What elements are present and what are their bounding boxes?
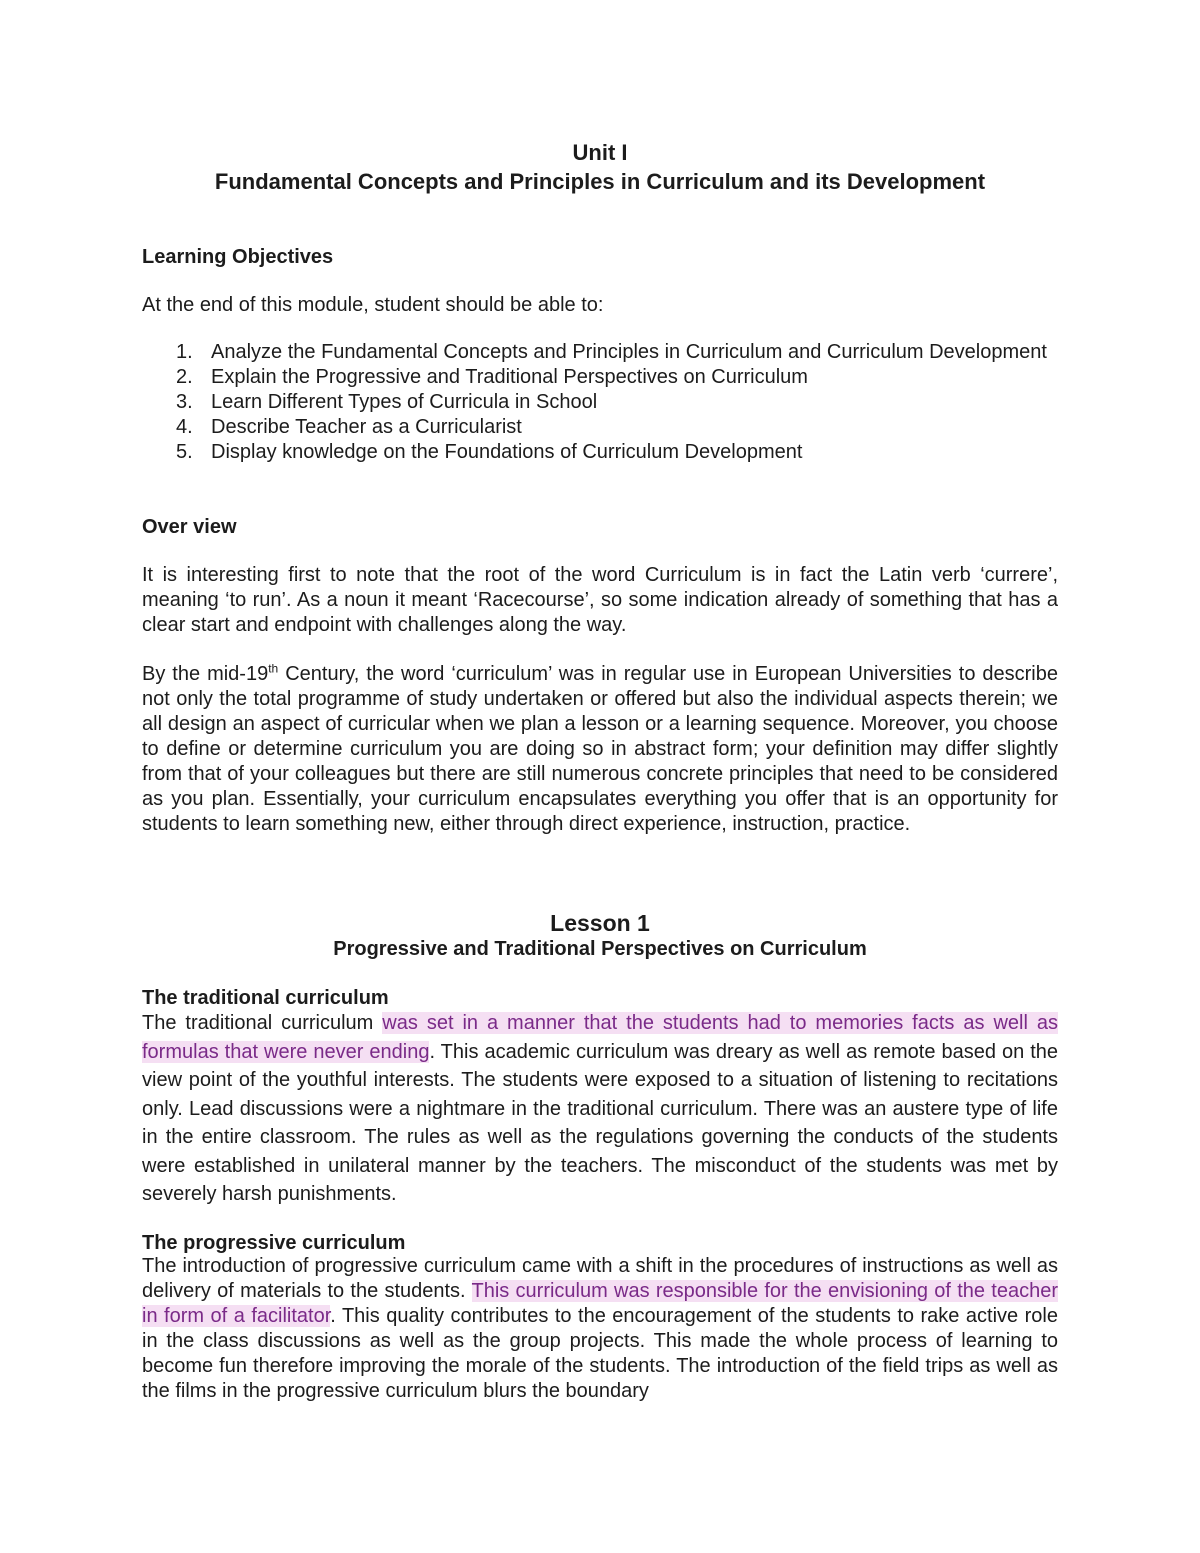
list-item bbox=[142, 415, 1058, 440]
list-text: Learn Different Types of Curricula in School bbox=[211, 391, 598, 413]
unit-title: Unit I bbox=[572, 140, 628, 165]
list-item bbox=[142, 365, 1058, 390]
lesson-title: Lesson 1 bbox=[550, 910, 650, 936]
list-text: Describe Teacher as a Curricularist bbox=[211, 416, 522, 438]
objectives-list bbox=[142, 340, 1058, 465]
list-item bbox=[142, 340, 1058, 365]
highlighted-text: This curriculum was responsible for the envisioning of the teacher in form of a facilitator bbox=[142, 1280, 1058, 1327]
highlighted-text: was set in a manner that the students had to memories facts as well as formulas that were never ending bbox=[142, 1012, 1058, 1063]
list-number: 4. bbox=[176, 416, 193, 438]
overview-heading: Over view bbox=[142, 516, 237, 538]
lesson-subtitle: Progressive and Traditional Perspectives on Curriculum bbox=[333, 938, 867, 960]
list-text: Display knowledge on the Foundations of Curriculum Development bbox=[211, 441, 803, 463]
unit-subtitle: Fundamental Concepts and Principles in Curriculum and its Development bbox=[214, 169, 986, 194]
list-number: 2. bbox=[176, 366, 193, 388]
progressive-curriculum-paragraph: The introduction of progressive curriculum came with a shift in the procedures of instructions as well as delivery of materials to the students. This curriculum was responsible for the envisioning of the teacher in form of a facilitator. This quality contributes to the encouragement of the students to rake active role in the class discussions as well as the group projects. This made the whole process of learning to become fun therefore improving the morale of the students. The introduction of the field trips as well as the films in the progressive curriculum blurs the boundary bbox=[142, 1255, 1058, 1402]
list-number: 3. bbox=[176, 391, 193, 413]
list-number: 5. bbox=[176, 441, 193, 463]
list-text: Explain the Progressive and Traditional Perspectives on Curriculum bbox=[211, 366, 808, 388]
list-item bbox=[142, 440, 1058, 465]
progressive-curriculum-heading: The progressive curriculum bbox=[142, 1232, 406, 1254]
overview-paragraph-2: By the mid-19th Century, the word ‘curriculum’ was in regular use in European Universities to describe not only the total programme of study undertaken or offered but also the individual aspects therein; we all design an aspect of curricular when we plan a lesson or a learning sequence. Moreover, you choose to define or determine curriculum you are doing so in abstract form; your definition may differ slightly from that of your colleagues but there are still numerous concrete principles that need to be considered as you plan. Essentially, your curriculum encapsulates everything you offer that is an opportunity for students to learn something new, either through direct experience, instruction, practice. bbox=[142, 661, 1059, 835]
list-number: 1. bbox=[176, 341, 193, 363]
learning-objectives-heading: Learning Objectives bbox=[142, 246, 334, 268]
list-item bbox=[142, 390, 1058, 415]
objectives-intro: At the end of this module, student should be able to: bbox=[142, 294, 604, 316]
list-text: Analyze the Fundamental Concepts and Principles in Curriculum and Curriculum Development bbox=[211, 341, 1047, 363]
traditional-curriculum-paragraph: The traditional curriculum was set in a manner that the students had to memories facts as well as formulas that were never ending. This academic curriculum was dreary as well as remote based on the view point of the youthful interests. The students were exposed to a situation of listening to recitations only. Lead discussions were a nightmare in the traditional curriculum. There was an austere type of life in the entire classroom. The rules as well as the regulations governing the conducts of the students were established in unilateral manner by the teachers. The misconduct of the students was met by severely harsh punishments. bbox=[142, 1012, 1059, 1205]
traditional-curriculum-heading: The traditional curriculum bbox=[142, 987, 389, 1009]
overview-paragraph-1: It is interesting first to note that the root of the word Curriculum is in fact the Latin verb ‘currere’, meaning ‘to run’. As a noun it meant ‘Racecourse’, so some indication already of something that has a clear start and endpoint with challenges along the way. bbox=[142, 564, 1058, 636]
